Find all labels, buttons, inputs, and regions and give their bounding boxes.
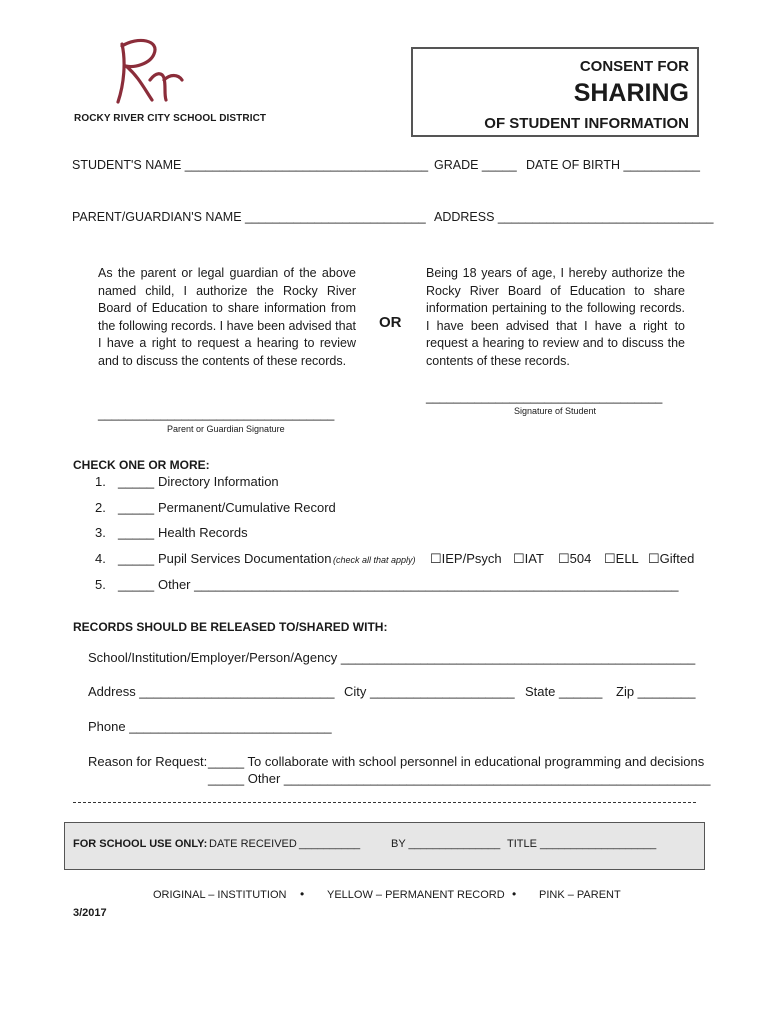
by-field[interactable]: BY _______________ <box>391 838 501 850</box>
student-consent-text: Being 18 years of age, I hereby authorize the Rocky River Board of Education to share information pertaining to the following records. I have been advised that I have a right to request a hearing to review and to discuss the contents of these records. <box>426 266 685 368</box>
title-line-1: CONSENT FOR <box>579 58 689 75</box>
check-item-blank[interactable]: _____ <box>118 551 155 566</box>
agency-field[interactable]: School/Institution/Employer/Person/Agency _________________________________________________ <box>88 650 696 665</box>
check-item-blank[interactable]: _____ <box>118 577 155 592</box>
district-name: ROCKY RIVER CITY SCHOOL DISTRICT <box>74 113 267 124</box>
date-of-birth-field[interactable]: DATE OF BIRTH ___________ <box>526 158 700 172</box>
parent-signature-label: Parent or Guardian Signature <box>167 424 285 434</box>
reason-collaborate[interactable]: _____ To collaborate with school personnel in educational programming and decisions <box>208 754 705 769</box>
date-received-label: DATE RECEIVED <box>209 838 297 850</box>
district-logo <box>104 36 186 108</box>
copy-pink: PINK – PARENT <box>539 889 621 901</box>
title-line-2: SHARING <box>573 79 689 107</box>
city-field[interactable]: City ____________________ <box>344 684 515 699</box>
check-item-blank[interactable]: _____ <box>118 525 155 540</box>
bullet: • <box>300 887 305 901</box>
copy-yellow: YELLOW – PERMANENT RECORD <box>327 889 505 901</box>
other-field[interactable]: Other ___________________________________________________________________ <box>158 577 679 592</box>
date-received-field[interactable]: __________ <box>299 838 361 850</box>
parent-consent-text: As the parent or legal guardian of the above named child, I authorize the Rocky River Board of Education to share information from the following records. I have been advised that I have a right to request a hearing to review and to discuss the contents of these records. <box>98 266 356 368</box>
check-all-note: (check all that apply) <box>333 555 416 565</box>
check-item-number: 2. <box>95 500 106 515</box>
check-heading: CHECK ONE OR MORE: <box>73 458 210 472</box>
form-date: 3/2017 <box>73 907 107 919</box>
check-item-label: Directory Information <box>158 474 279 489</box>
student-signature-line[interactable]: __________________________________ <box>426 390 663 404</box>
check-item-number: 5. <box>95 577 106 592</box>
copy-original: ORIGINAL – INSTITUTION <box>153 889 287 901</box>
release-heading: RECORDS SHOULD BE RELEASED TO/SHARED WITH: <box>73 620 388 634</box>
phone-field[interactable]: Phone ____________________________ <box>88 719 332 734</box>
grade-field[interactable]: GRADE _____ <box>434 158 517 172</box>
check-item-blank[interactable]: _____ <box>118 500 155 515</box>
iat-checkbox[interactable]: ☐IAT <box>513 551 544 566</box>
bullet: • <box>512 887 517 901</box>
check-item-label: Health Records <box>158 525 248 540</box>
cut-line <box>73 802 696 803</box>
address-field[interactable]: ADDRESS _______________________________ <box>434 210 714 224</box>
check-item-number: 3. <box>95 525 106 540</box>
title-field[interactable]: TITLE ___________________ <box>507 838 657 850</box>
ell-checkbox[interactable]: ☐ELL <box>604 551 639 566</box>
reason-label: Reason for Request: <box>88 754 208 769</box>
state-field[interactable]: State ______ <box>525 684 603 699</box>
zip-field[interactable]: Zip ________ <box>616 684 696 699</box>
title-line-3: OF STUDENT INFORMATION <box>484 115 689 132</box>
check-item-label: Permanent/Cumulative Record <box>158 500 336 515</box>
check-item-number: 1. <box>95 474 106 489</box>
release-address-field[interactable]: Address ___________________________ <box>88 684 335 699</box>
check-item-blank[interactable]: _____ <box>118 474 155 489</box>
reason-other[interactable]: _____ Other ___________________________________________________________ <box>208 771 711 786</box>
gifted-checkbox[interactable]: ☐Gifted <box>648 551 695 566</box>
iep-psych-checkbox[interactable]: ☐IEP/Psych <box>430 551 502 566</box>
school-use-box <box>64 822 705 870</box>
504-checkbox[interactable]: ☐504 <box>558 551 592 566</box>
parent-name-field[interactable]: PARENT/GUARDIAN'S NAME __________________________ <box>72 210 426 224</box>
or-label: OR <box>379 314 402 331</box>
title-box <box>411 47 699 137</box>
student-name-field[interactable]: STUDENT'S NAME ___________________________________ <box>72 158 429 172</box>
check-item-number: 4. <box>95 551 106 566</box>
check-item-label: Pupil Services Documentation <box>158 551 332 566</box>
school-use-label: FOR SCHOOL USE ONLY: <box>73 838 208 850</box>
student-signature-label: Signature of Student <box>514 406 597 416</box>
parent-signature-line[interactable]: __________________________________ <box>98 407 335 421</box>
